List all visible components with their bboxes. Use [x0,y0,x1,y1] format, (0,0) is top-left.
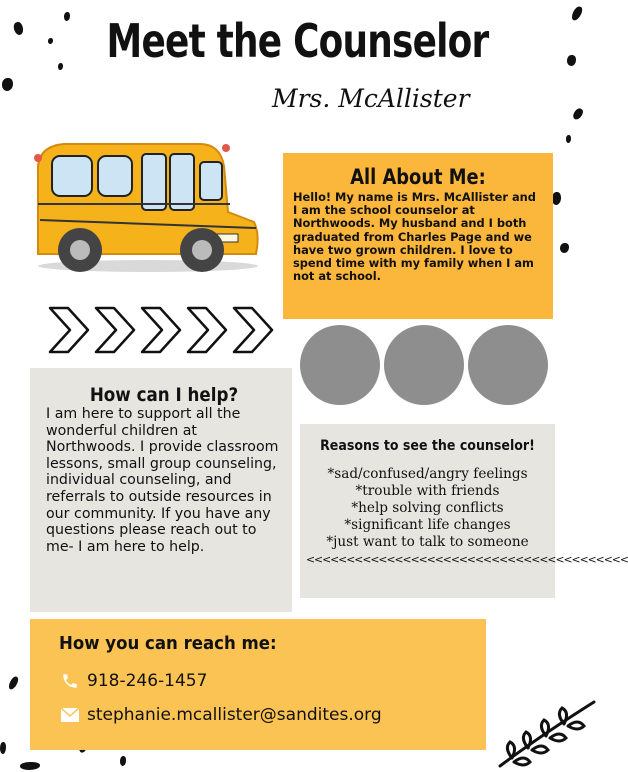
reasons-box [300,424,628,598]
reason-item: *significant life changes [344,517,511,533]
email-row [59,700,486,730]
contact-heading: How you can reach me: [59,633,277,654]
email-address[interactable]: stephanie.mcallister@sandites.org [87,705,382,725]
dot [2,78,13,91]
about-me-box [283,153,553,319]
dot [552,192,561,205]
about-body: Hello! My name is Mrs. McAllister and I am the school counselor at Northwoods. My husband and I both graduated from Charles Page and we have two grown children. I love to spend time with my family when I am not at school. [293,190,536,284]
dot [567,55,576,66]
dot [0,742,6,754]
how-can-i-help-box [30,368,292,612]
dot [7,675,19,691]
reasons-heading: Reasons to see the counselor! [320,438,535,454]
dot [48,38,53,44]
dot [566,135,571,143]
reason-item: *sad/confused/angry feelings [327,466,528,482]
dot [20,762,40,770]
reason-item: *just want to talk to someone [326,534,529,550]
counselor-name: Mrs. McAllister [272,84,470,113]
phone-icon [59,670,81,692]
vine-decoration [490,696,595,772]
reasons-divider: <<<<<<<<<<<<<<<<<<<<<<<<<<<<<<<<<<<<<<<< [306,553,628,566]
contact-box [30,619,486,750]
phone-row [59,666,486,696]
photo-placeholder-circle [384,325,464,405]
photo-placeholder-circle [300,325,380,405]
page-title: Meet the Counselor [106,14,489,68]
reason-item: *help solving conflicts [351,500,504,516]
photo-placeholder-circle [468,325,548,405]
envelope-icon [59,704,81,726]
dot [572,107,585,121]
dot [12,21,25,36]
dot [58,63,63,70]
phone-number[interactable]: 918-246-1457 [87,671,208,691]
help-heading: How can I help? [89,384,239,406]
dot [570,5,584,22]
reason-item: *trouble with friends [355,483,500,499]
chevron-arrows-decoration [46,304,276,356]
dot [120,756,126,766]
dot [560,243,569,253]
about-heading: All About Me: [350,165,486,189]
help-body: I am here to support all the wonderful children at Northwoods. I provide classroom lessons, small group counseling, individual counseling, and referrals to outside resources in our community. If you have any questions please reach out to me- I am here to help. [46,406,279,555]
school-bus-illustration [30,138,260,276]
